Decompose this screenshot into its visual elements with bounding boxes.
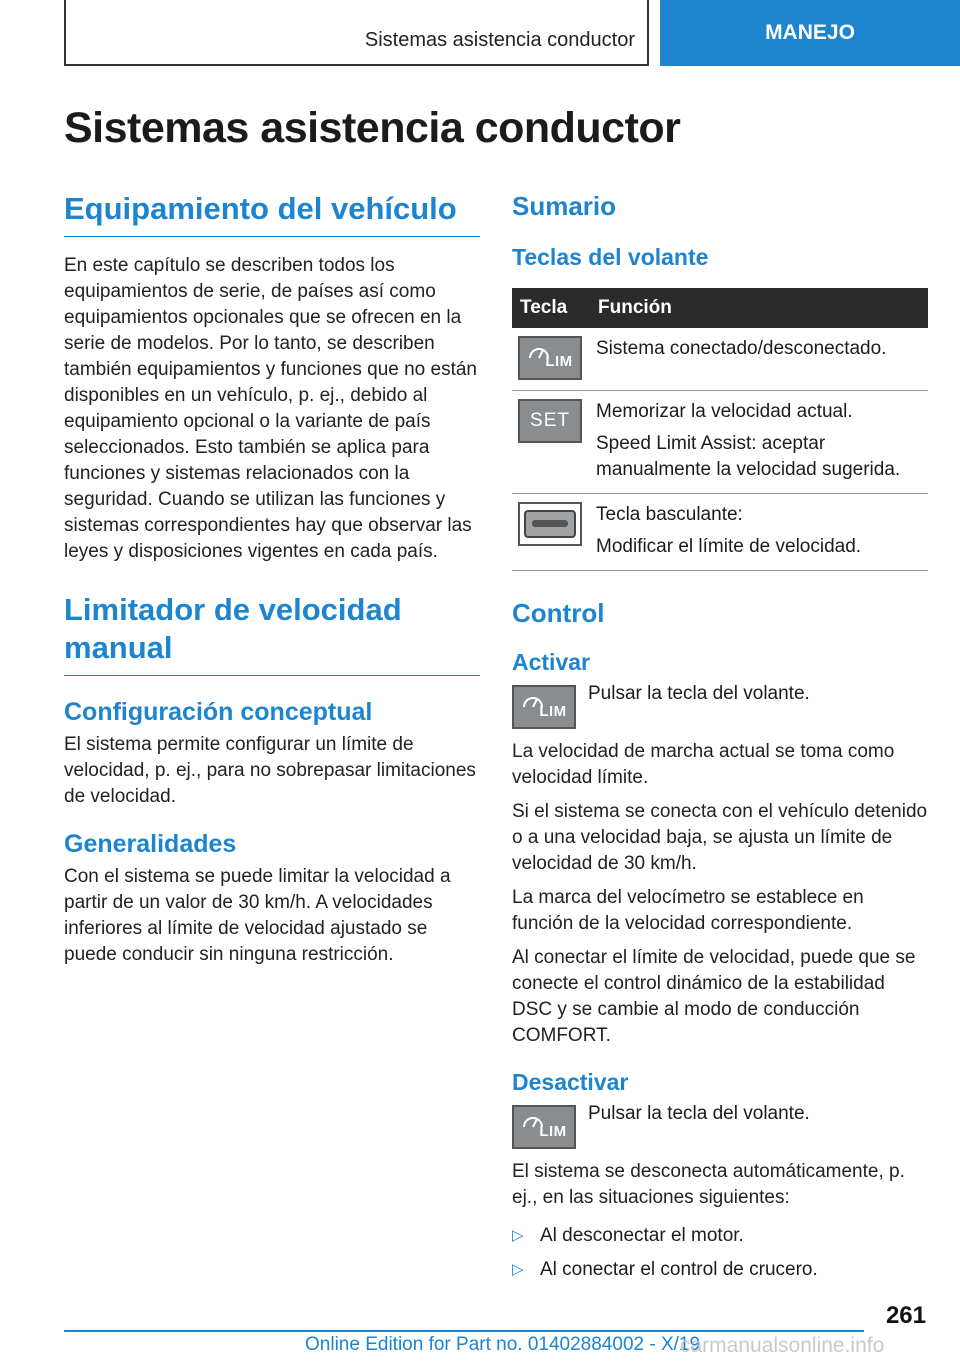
list-item xyxy=(512,1223,928,1249)
table-row xyxy=(512,391,928,494)
activate-heading: Activar xyxy=(512,649,590,675)
key-cell xyxy=(512,328,590,391)
page-title: Sistemas asistencia conductor xyxy=(64,104,681,152)
deactivate-heading: Desactivar xyxy=(512,1069,629,1095)
triangle-bullet-icon: ▷ xyxy=(512,1261,524,1278)
key-cell xyxy=(512,494,590,571)
deactivate-bullet-list xyxy=(512,1223,928,1283)
key-table-header-function: Función xyxy=(590,288,928,328)
set-button-icon xyxy=(518,399,582,443)
key-table xyxy=(512,288,928,571)
activate-action-text: Pulsar la tecla del volante. xyxy=(588,683,810,704)
function-text: Tecla basculante: xyxy=(596,504,743,525)
list-item-text: Al desconectar el motor. xyxy=(540,1225,744,1246)
header-section-title: Sistemas asistencia conductor xyxy=(364,29,635,51)
header-box xyxy=(64,0,649,66)
key-table-header-key: Tecla xyxy=(512,288,590,328)
lim-label: LIM xyxy=(539,702,567,720)
activate-instruction xyxy=(512,681,928,729)
limiter-heading: Limitador de velocidad manual xyxy=(64,591,480,676)
function-text: Modificar el límite de velocidad. xyxy=(596,536,862,557)
right-column xyxy=(512,190,928,1291)
function-cell xyxy=(590,328,928,391)
equipment-text: En este capítulo se describen todos los equipamientos de serie, de países así como equipamientos opcionales que se ofrecen en la serie de modelos. Por lo tanto, se describen también equipamientos y funciones que no están disponibles en un vehículo, p. ej., debido al equipamiento opcional o la variante de país seleccionados. Esto también se aplica para funciones y sistemas relacionados con la seguridad. Cuando se utilizan las funciones y sistemas correspondientes hay que observar las leyes y disposiciones vigentes en cada país. xyxy=(64,255,477,562)
key-table-header-row xyxy=(512,288,928,328)
activate-paragraph-1: La velocidad de marcha actual se toma como velocidad límite. xyxy=(512,741,895,788)
deactivate-action-text: Pulsar la tecla del volante. xyxy=(588,1103,810,1124)
general-heading: Generalidades xyxy=(64,830,237,858)
general-text: Con el sistema se puede limitar la velocidad a partir de un valor de 30 km/h. A velocidades inferiores al límite de velocidad ajustado se puede conducir sin ninguna restricción. xyxy=(64,866,451,965)
watermark: carmanualsonline.info xyxy=(680,1334,885,1357)
lim-label: LIM xyxy=(539,1122,567,1140)
activate-paragraph-2: Si el sistema se conecta con el vehículo detenido o a una velocidad baja, se ajusta un límite de velocidad de 30 km/h. xyxy=(512,801,928,874)
function-cell xyxy=(590,494,928,571)
list-item xyxy=(512,1257,928,1283)
activate-paragraph-4: Al conectar el límite de velocidad, puede que se conecte el control dinámico de la estabilidad DSC y se cambie al modo de conducción COMFORT. xyxy=(512,947,916,1046)
equipment-heading: Equipamiento del vehículo xyxy=(64,190,480,237)
triangle-bullet-icon: ▷ xyxy=(512,1227,524,1244)
lim-button-icon xyxy=(518,336,582,380)
activate-paragraph-3: La marca del velocímetro se establece en función de la velocidad correspondiente. xyxy=(512,887,864,934)
deactivate-paragraph-1: El sistema se desconecta automáticamente, p. ej., en las situaciones siguientes: xyxy=(512,1161,905,1208)
list-item-text: Al conectar el control de crucero. xyxy=(540,1259,818,1280)
table-row xyxy=(512,328,928,391)
lim-button-icon xyxy=(512,685,576,729)
footer-edition-text: Online Edition for Part no. 01402884002 - X/19 xyxy=(305,1334,701,1355)
key-cell xyxy=(512,391,590,494)
wheel-keys-heading: Teclas del volante xyxy=(512,244,709,270)
lim-label: LIM xyxy=(545,353,573,370)
concept-heading: Configuración conceptual xyxy=(64,698,373,726)
header-chapter-tab xyxy=(660,0,960,66)
function-text: Sistema conectado/desconectado. xyxy=(596,338,887,359)
set-label: SET xyxy=(530,410,570,431)
rocker-switch-icon xyxy=(518,502,582,546)
footer-divider xyxy=(64,1330,864,1332)
header-chapter-label: MANEJO xyxy=(765,21,855,44)
left-column xyxy=(64,190,480,976)
function-cell xyxy=(590,391,928,494)
summary-heading: Sumario xyxy=(512,191,617,221)
control-heading: Control xyxy=(512,598,605,628)
lim-button-icon xyxy=(512,1105,576,1149)
deactivate-instruction xyxy=(512,1101,928,1149)
concept-text: El sistema permite configurar un límite de velocidad, p. ej., para no sobrepasar limitaciones de velocidad. xyxy=(64,734,476,807)
function-text: Speed Limit Assist: aceptar manualmente la velocidad sugerida. xyxy=(596,433,901,480)
page-number: 261 xyxy=(885,1302,926,1329)
function-text: Memorizar la velocidad actual. xyxy=(596,401,853,422)
table-row xyxy=(512,494,928,571)
rocker-switch-body xyxy=(524,510,576,538)
